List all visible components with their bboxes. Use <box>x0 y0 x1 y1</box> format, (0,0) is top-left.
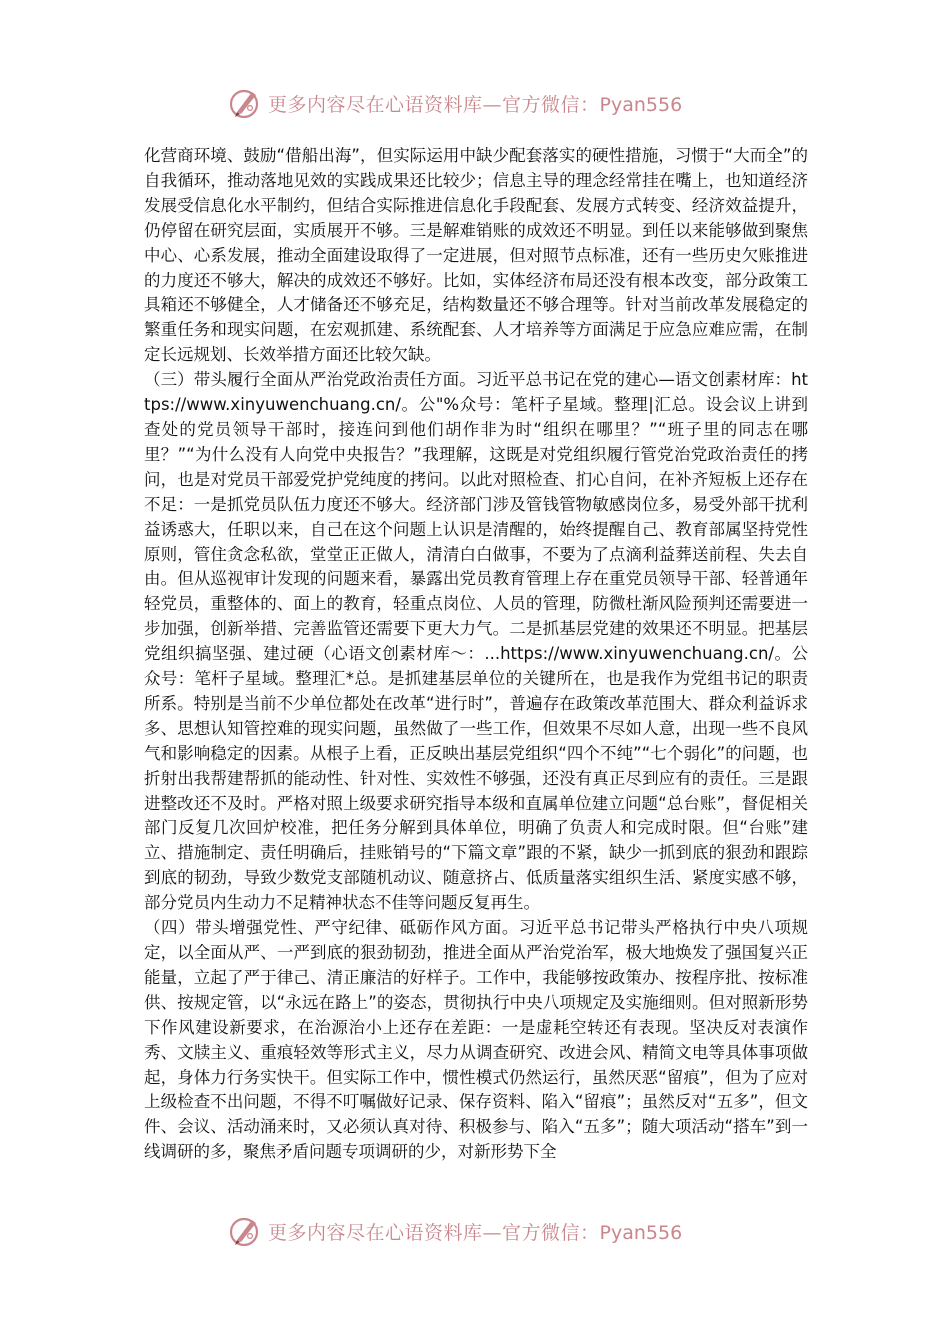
header-banner-label: 更多内容尽在心语资料库—官方微信： <box>268 93 600 116</box>
pen-circle-logo-icon <box>228 86 262 120</box>
footer-wechat-id: Pyan556 <box>599 1221 683 1244</box>
paragraph-section-four: （四）带头增强党性、严守纪律、砥砺作风方面。习近平总书记带头严格执行中央八项规定，以全面从严、一严到底的狠劲韧劲，推进全面从严治党治军，极大地焕发了强国复兴正能量，立起了严于律己、清正廉洁的好样子。工作中，我能够按政策办、按程序批、按标准供、按规定管，以“永远在路上”的姿态，贯彻执行中央八项规定及实施细则。但对照新形势下作风建设新要求，在治源治小上还存在差距：一是虚耗空转还有表现。坚决反对表演作秀、文牍主义、重痕轻效等形式主义，尽力从调查研究、改进会风、精简文电等具体事项做起，身体力行务实快干。但实际工作中，惯性模式仍然运行，虽然厌恶“留痕”，但为了应对上级检查不出问题，不得不叮嘱做好记录、保存资料、陷入“留痕”；虽然反对“五多”，但文件、会议、活动涌来时，又必须认真对待、积极参与、陷入“五多”；随大项活动“搭车”到一线调研的多，聚焦矛盾问题专项调研的少，对新形势下全 <box>144 918 808 1162</box>
pen-circle-logo-icon <box>228 1214 262 1248</box>
header-wechat-id: Pyan556 <box>599 93 683 116</box>
document-body <box>144 144 808 1165</box>
paragraph-section-three: （三）带头履行全面从严治党政治责任方面。习近平总书记在党的建心—语文创素材库：https://www.xinyuwenchuang.cn/。公"%众号：笔杆子星域。整理|汇总。设会议上讲到查处的党员领导干部时，接连问到他们胡作非为时“组织在哪里？”“班子里的同志在哪里？”“为什么没有人向党中央报告？”我理解，这既是对党组织履行管党治党政治责任的拷问，也是对党员干部爱党护党纯度的拷问。以此对照检查、扪心自问，在补齐短板上还存在不足：一是抓党员队伍力度还不够大。经济部门涉及管钱管物敏感岗位多，易受外部干扰利益诱惑大，任职以来，自己在这个问题上认识是清醒的，始终提醒自己、教育部属坚持党性原则，管住贪念私欲，堂堂正正做人，清清白白做事，不要为了点滴利益葬送前程、失去自由。但从巡视审计发现的问题来看，暴露出党员教育管理上存在重党员领导干部、轻普通年轻党员，重整体的、面上的教育，轻重点岗位、人员的管理，防微杜渐风险预判还需要进一步加强，创新举措、完善监管还需要下更大力气。二是抓基层党建的效果还不明显。把基层党组织搞坚强、建过硬（心语文创素材库～：...https://www.xinyuwenchuang.cn/。公众号：笔杆子星域。整理汇*总。是抓建基层单位的关键所在，也是我作为党组书记的职责所系。特别是当前不少单位都处在改革“进行时”，普遍存在政策改革范围大、群众利益诉求多、思想认知管控难的现实问题，虽然做了一些工作，但效果不尽如人意，出现一些不良风气和影响稳定的因素。从根子上看，正反映出基层党组织“四个不纯”“七个弱化”的问题，也折射出我帮建帮抓的能动性、针对性、实效性不够强，还没有真正尽到应有的责任。三是跟进整改还不及时。严格对照上级要求研究指导本级和直属单位建立问题“总台账”，督促相关部门反复几次回炉校准，把任务分解到具体单位，明确了负责人和完成时限。但“台账”建立、措施制定、责任明确后，挂账销号的“下篇文章”跟的不紧，缺少一抓到底的狠劲和跟踪到底的韧劲，导致少数党支部随机动议、随意挤占、低质量落实组织生活、紧度实感不够，部分党员内生动力不足精神状态不佳等问题反复再生。 <box>144 370 808 913</box>
paragraph-continuation: 化营商环境、鼓励“借船出海”，但实际运用中缺少配套落实的硬性措施，习惯于“大而全”的自我循环，推动落地见效的实践成果还比较少；信息主导的理念经常挂在嘴上，也知道经济发展受信息化水平制约，但结合实际推进信息化手段配套、发展方式转变、经济效益提升，仍停留在研究层面，实质展开不够。三是解难销账的成效还不明显。到任以来能够做到聚焦中心、心系发展，推动全面建设取得了一定进展，但对照节点标准，还有一些历史欠账推进的力度还不够大，解决的成效还不够好。比如，实体经济布局还没有根本改变，部分政策工具箱还不够健全，人才储备还不够充足，结构数量还不够合理等。针对当前改革发展稳定的繁重任务和现实问题，在宏观抓建、系统配套、人才培养等方面满足于应急应难应需，在制定长远规划、长效举措方面还比较欠缺。 <box>144 146 808 365</box>
footer-banner-label: 更多内容尽在心语资料库—官方微信： <box>268 1221 600 1244</box>
header-banner <box>228 83 748 123</box>
footer-banner-text <box>268 1218 682 1245</box>
footer-banner <box>228 1211 748 1251</box>
header-banner-text <box>268 90 682 117</box>
